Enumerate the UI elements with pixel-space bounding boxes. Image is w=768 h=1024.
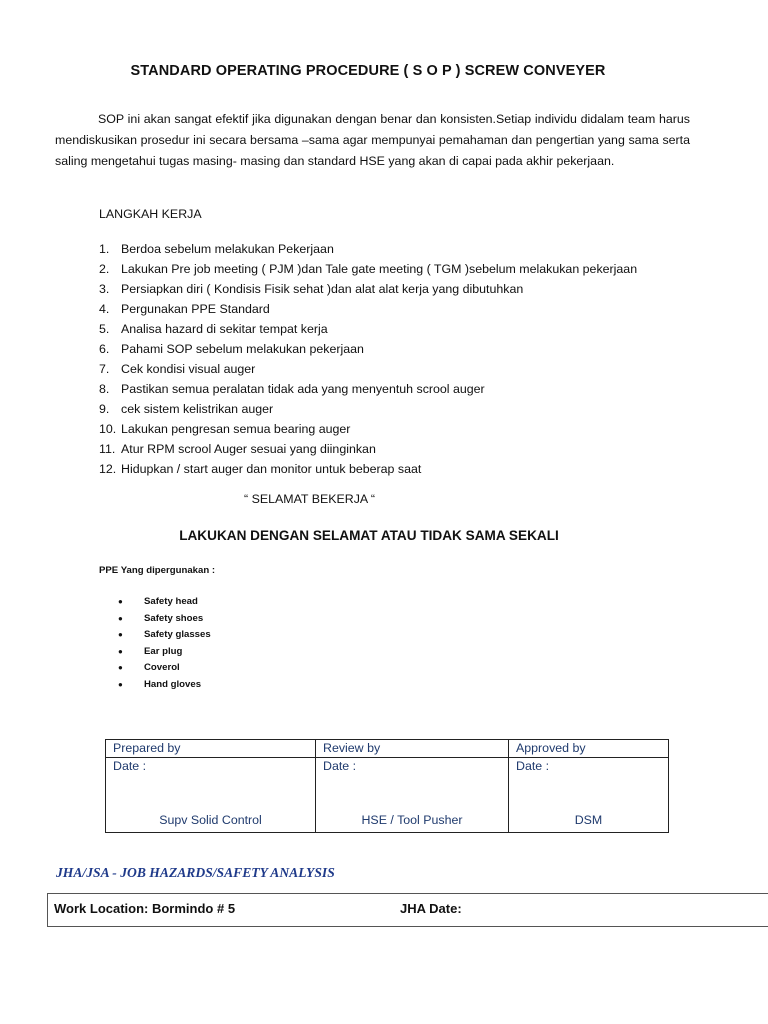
bullet-icon: ● — [118, 630, 123, 640]
ppe-item: ● Coverol — [118, 660, 211, 677]
approved-by-heading: Approved by — [509, 740, 669, 758]
ppe-item: ● Hand gloves — [118, 677, 211, 694]
prepared-by-role: Supv Solid Control — [159, 813, 262, 827]
date-label: Date : — [323, 759, 357, 773]
prepared-by-heading: Prepared by — [106, 740, 316, 758]
date-label: Date : — [516, 759, 550, 773]
ppe-label: PPE Yang dipergunakan : — [99, 565, 216, 576]
approved-by-role: DSM — [574, 813, 603, 827]
step-item: 9. cek sistem kelistrikan auger — [99, 402, 274, 416]
intro-paragraph: SOP ini akan sangat efektif jika digunakan dengan benar dan konsisten.Setiap individu didalam team harus mendiskusikan prosedur ini secara bersama –sama agar mempunyai pemahaman dan pengertian yang sama serta saling mengetahui tugas masing- masing dan standard HSE yang akan di capai pada akhir pekerjaan. — [55, 112, 690, 169]
prepared-by-cell — [106, 758, 316, 833]
step-item: 1. Berdoa sebelum melakukan Pekerjaan — [99, 242, 334, 256]
bullet-icon: ● — [118, 663, 123, 673]
step-item: 10. Lakukan pengresan semua bearing auger — [99, 422, 351, 436]
step-item: 5. Analisa hazard di sekitar tempat kerja — [99, 322, 328, 336]
date-label: Date : — [113, 759, 147, 773]
jha-heading: JHA/JSA - JOB HAZARDS/SAFETY ANALYSIS — [56, 865, 335, 880]
langkah-kerja-heading: LANGKAH KERJA — [99, 207, 202, 221]
step-item: 8. Pastikan semua peralatan tidak ada yang menyentuh scrool auger — [99, 382, 485, 396]
bullet-icon: ● — [118, 597, 123, 606]
review-by-heading: Review by — [316, 740, 509, 758]
review-by-role: HSE / Tool Pusher — [361, 813, 463, 827]
step-item: 7. Cek kondisi visual auger — [99, 362, 256, 376]
work-location: Work Location: Bormindo # 5 — [54, 901, 236, 916]
step-item: 2. Lakukan Pre job meeting ( PJM )dan Tale gate meeting ( TGM )sebelum melakukan pekerjaan — [99, 262, 638, 276]
step-item: 12. Hidupkan / start auger dan monitor untuk beberap saat — [99, 462, 422, 476]
step-item: 3. Persiapkan diri ( Kondisis Fisik sehat )dan alat alat kerja yang dibutuhkan — [99, 282, 524, 296]
review-by-cell — [316, 758, 509, 833]
bullet-icon: ● — [118, 679, 123, 689]
ppe-item: ● Safety shoes — [118, 611, 211, 628]
steps-list — [99, 239, 637, 479]
ppe-item: ● Safety glasses — [118, 627, 211, 644]
ppe-list — [118, 594, 211, 694]
step-item: 6. Pahami SOP sebelum melakukan pekerjaan — [99, 342, 364, 356]
signoff-table — [105, 739, 669, 833]
step-item: 11. Atur RPM scrool Auger sesuai yang diinginkan — [99, 442, 376, 456]
ppe-item: ● Ear plug — [118, 644, 211, 661]
step-item: 4. Pergunakan PPE Standard — [99, 302, 270, 316]
document-title: STANDARD OPERATING PROCEDURE ( S O P ) SCREW CONVEYER — [130, 63, 606, 79]
closing-greeting: “ SELAMAT BEKERJA “ — [244, 492, 376, 506]
ppe-item: ● Safety head — [118, 594, 211, 611]
bullet-icon: ● — [118, 646, 123, 656]
bullet-icon: ● — [118, 613, 123, 623]
safety-headline: LAKUKAN DENGAN SELAMAT ATAU TIDAK SAMA SEKALI — [179, 528, 559, 543]
approved-by-cell — [509, 758, 669, 833]
jha-date: JHA Date: — [400, 901, 462, 916]
